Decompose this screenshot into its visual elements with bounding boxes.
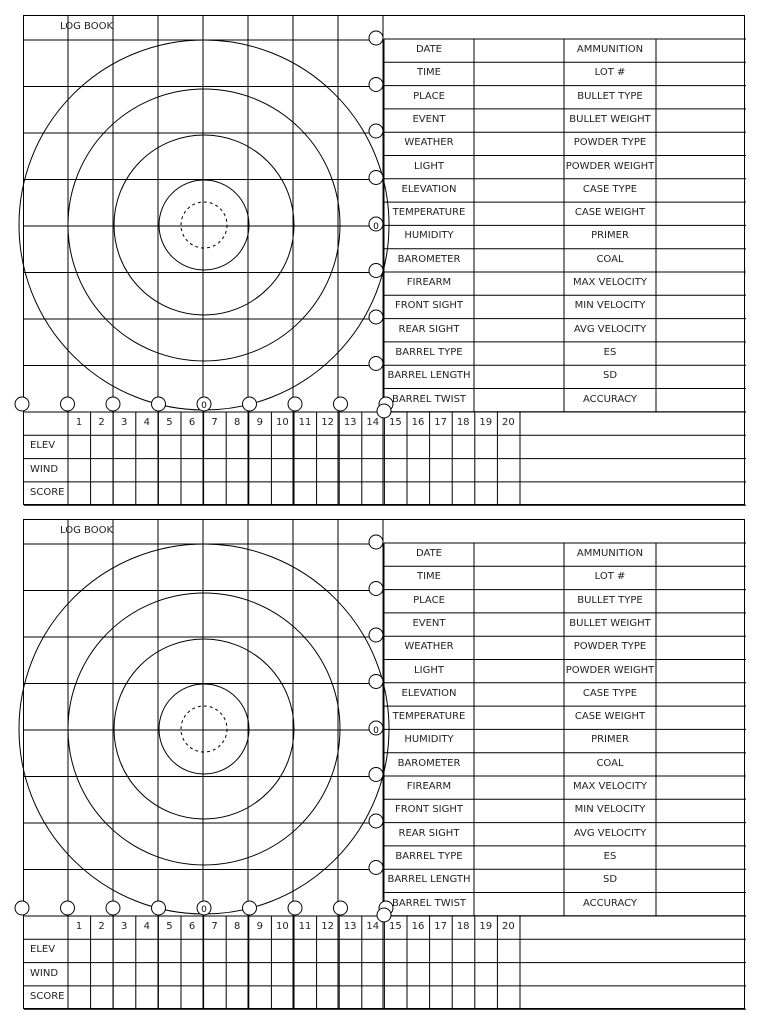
field-label-barrel-length: BARREL LENGTH	[387, 370, 471, 382]
shot-number-11: 11	[298, 921, 312, 932]
load-label-bullet-type: BULLET TYPE	[577, 90, 643, 102]
target-ring-4	[159, 180, 249, 270]
field-label-event: EVENT	[412, 617, 446, 629]
target-ring-3	[114, 639, 294, 819]
shot-number-3: 3	[121, 417, 128, 428]
load-label-ammunition: AMMUNITION	[576, 548, 644, 559]
shot-number-15: 15	[389, 921, 402, 932]
shot-marker-bottom-8	[334, 901, 348, 915]
shot-number-13: 13	[343, 417, 357, 428]
load-label-es: ES	[603, 346, 617, 358]
shot-marker-bottom-3	[106, 397, 120, 411]
field-label-barrel-length: BARREL LENGTH	[387, 874, 471, 886]
field-label-elevation: ELEVATION	[401, 183, 457, 195]
load-label-accuracy: ACCURACY	[582, 897, 638, 909]
load-label-sd: SD	[602, 370, 618, 382]
shot-number-9: 9	[256, 921, 263, 932]
field-label-barometer: BAROMETER	[397, 253, 461, 265]
score-row-score: SCORE	[30, 486, 65, 498]
field-label-temperature: TEMPERATURE	[392, 207, 466, 219]
score-row-elev: ELEV	[30, 440, 56, 452]
shot-marker-right-6	[369, 768, 383, 782]
log-book-title: LOG BOOK	[60, 525, 113, 536]
field-label-front-sight: FRONT SIGHT	[394, 804, 463, 816]
shot-number-8: 8	[234, 417, 241, 428]
shot-marker-bottom-4	[152, 901, 166, 915]
shot-marker-right-7	[369, 310, 383, 324]
shot-marker-right-2	[369, 582, 383, 596]
shot-marker-bottom-1	[15, 397, 29, 411]
load-label-primer: PRIMER	[591, 734, 629, 746]
shot-marker-bottom-1	[15, 901, 29, 915]
field-label-place: PLACE	[413, 90, 445, 102]
shot-marker-right-4	[369, 675, 383, 689]
field-label-barrel-type: BARREL TYPE	[395, 850, 463, 862]
field-label-weather: WEATHER	[404, 137, 454, 149]
field-label-barrel-type: BARREL TYPE	[395, 346, 463, 358]
shot-number-1: 1	[75, 921, 83, 932]
score-row-wind: WIND	[30, 967, 59, 979]
load-label-min-velocity: MIN VELOCITY	[574, 804, 646, 816]
field-label-weather: WEATHER	[404, 641, 454, 653]
shot-number-16: 16	[411, 921, 425, 932]
load-label-avg-velocity: AVG VELOCITY	[573, 827, 647, 839]
load-label-coal: COAL	[596, 757, 624, 769]
load-label-case-type: CASE TYPE	[582, 687, 638, 699]
load-label-bullet-type: BULLET TYPE	[577, 594, 643, 606]
target-ring-2	[68, 89, 340, 361]
load-label-powder-weight: POWDER WEIGHT	[565, 160, 655, 172]
field-label-front-sight: FRONT SIGHT	[394, 300, 463, 312]
shot-marker-bottom-6	[243, 901, 257, 915]
center-marker-bottom: 0	[201, 401, 207, 411]
shot-marker-bottom-6	[243, 397, 257, 411]
load-label-max-velocity: MAX VELOCITY	[573, 781, 647, 792]
shot-number-17: 17	[434, 921, 447, 932]
shot-number-2: 2	[98, 417, 105, 428]
load-label-min-velocity: MIN VELOCITY	[574, 300, 646, 312]
target-bullseye-dashed	[181, 202, 227, 248]
shot-number-17: 17	[434, 417, 447, 428]
field-label-date: DATE	[415, 548, 442, 559]
log-sheet-1	[23, 15, 745, 505]
shot-marker-right-3	[369, 628, 383, 642]
shot-number-13: 13	[343, 921, 357, 932]
field-label-light: LIGHT	[414, 664, 444, 676]
load-label-sd: SD	[602, 874, 618, 886]
field-label-place: PLACE	[413, 594, 445, 606]
shot-marker-bottom-8	[334, 397, 348, 411]
target-ring-4	[159, 684, 249, 774]
shot-marker-corner	[377, 908, 391, 922]
shot-number-20: 20	[502, 417, 515, 428]
shot-number-7: 7	[211, 921, 218, 932]
field-label-time: TIME	[416, 67, 441, 79]
field-label-date: DATE	[415, 44, 442, 55]
shot-marker-corner	[377, 404, 391, 418]
score-row-wind: WIND	[30, 463, 59, 475]
load-label-case-weight: CASE WEIGHT	[574, 207, 646, 219]
shot-number-1: 1	[75, 417, 83, 428]
load-label-coal: COAL	[596, 253, 624, 265]
target-ring-1	[19, 544, 389, 914]
shot-marker-bottom-4	[152, 397, 166, 411]
center-marker-right: 0	[373, 726, 379, 736]
shot-number-9: 9	[256, 417, 263, 428]
field-label-humidity: HUMIDITY	[404, 734, 454, 746]
shot-number-14: 14	[366, 921, 380, 932]
shot-number-8: 8	[234, 921, 241, 932]
shot-number-20: 20	[502, 921, 515, 932]
shot-number-7: 7	[211, 417, 218, 428]
shot-number-5: 5	[166, 417, 173, 428]
load-label-bullet-weight: BULLET WEIGHT	[569, 617, 651, 629]
shot-number-10: 10	[276, 921, 289, 932]
field-label-firearm: FIREARM	[406, 277, 452, 288]
shot-marker-right-2	[369, 78, 383, 92]
shot-number-12: 12	[321, 921, 334, 932]
shot-number-19: 19	[479, 921, 493, 932]
load-label-avg-velocity: AVG VELOCITY	[573, 323, 647, 335]
center-marker-right: 0	[373, 222, 379, 232]
shot-marker-bottom-2	[61, 397, 75, 411]
field-label-temperature: TEMPERATURE	[392, 711, 466, 723]
shot-marker-right-8	[369, 357, 383, 371]
field-label-time: TIME	[416, 571, 441, 583]
load-label-accuracy: ACCURACY	[582, 393, 638, 405]
field-label-humidity: HUMIDITY	[404, 230, 454, 242]
log-book-title: LOG BOOK	[60, 21, 113, 32]
field-label-rear-sight: REAR SIGHT	[398, 323, 460, 335]
shot-number-11: 11	[298, 417, 312, 428]
field-label-barrel-twist: BARREL TWIST	[391, 393, 467, 405]
shot-number-4: 4	[143, 417, 150, 428]
target-ring-1	[19, 40, 389, 410]
load-label-primer: PRIMER	[591, 230, 629, 242]
log-sheet-2	[23, 519, 745, 1009]
target-ring-2	[68, 593, 340, 865]
shot-marker-right-4	[369, 171, 383, 185]
shot-number-19: 19	[479, 417, 493, 428]
shot-marker-right-7	[369, 814, 383, 828]
shot-number-10: 10	[276, 417, 289, 428]
shot-marker-right-8	[369, 861, 383, 875]
load-label-powder-type: POWDER TYPE	[573, 137, 647, 149]
field-label-elevation: ELEVATION	[401, 687, 457, 699]
shot-number-6: 6	[188, 921, 196, 932]
field-label-event: EVENT	[412, 113, 446, 125]
load-label-powder-weight: POWDER WEIGHT	[565, 664, 655, 676]
shot-marker-bottom-7	[288, 397, 302, 411]
field-label-barometer: BAROMETER	[397, 757, 461, 769]
load-label-case-type: CASE TYPE	[582, 183, 638, 195]
shot-number-12: 12	[321, 417, 334, 428]
load-label-es: ES	[603, 850, 617, 862]
shot-number-6: 6	[188, 417, 196, 428]
center-marker-bottom: 0	[201, 905, 207, 915]
shot-number-3: 3	[121, 921, 128, 932]
score-row-elev: ELEV	[30, 944, 56, 956]
load-label-lot-: LOT #	[594, 571, 626, 583]
load-label-powder-type: POWDER TYPE	[573, 641, 647, 653]
score-row-score: SCORE	[30, 990, 65, 1002]
shot-marker-right-3	[369, 124, 383, 138]
shot-marker-right-6	[369, 264, 383, 278]
shot-number-2: 2	[98, 921, 105, 932]
shot-number-18: 18	[456, 417, 470, 428]
shot-number-14: 14	[366, 417, 380, 428]
shot-number-18: 18	[456, 921, 470, 932]
shot-number-4: 4	[143, 921, 150, 932]
shot-number-16: 16	[411, 417, 425, 428]
load-label-lot-: LOT #	[594, 67, 626, 79]
target-ring-3	[114, 135, 294, 315]
load-label-bullet-weight: BULLET WEIGHT	[569, 113, 651, 125]
shot-marker-right-1	[369, 31, 383, 45]
load-label-max-velocity: MAX VELOCITY	[573, 277, 647, 288]
load-label-case-weight: CASE WEIGHT	[574, 711, 646, 723]
load-label-ammunition: AMMUNITION	[576, 44, 644, 55]
shot-number-5: 5	[166, 921, 173, 932]
shot-marker-bottom-7	[288, 901, 302, 915]
shot-marker-bottom-2	[61, 901, 75, 915]
shot-marker-bottom-3	[106, 901, 120, 915]
field-label-firearm: FIREARM	[406, 781, 452, 792]
field-label-rear-sight: REAR SIGHT	[398, 827, 460, 839]
field-label-barrel-twist: BARREL TWIST	[391, 897, 467, 909]
target-bullseye-dashed	[181, 706, 227, 752]
shot-number-15: 15	[389, 417, 402, 428]
shot-marker-right-1	[369, 535, 383, 549]
field-label-light: LIGHT	[414, 160, 444, 172]
